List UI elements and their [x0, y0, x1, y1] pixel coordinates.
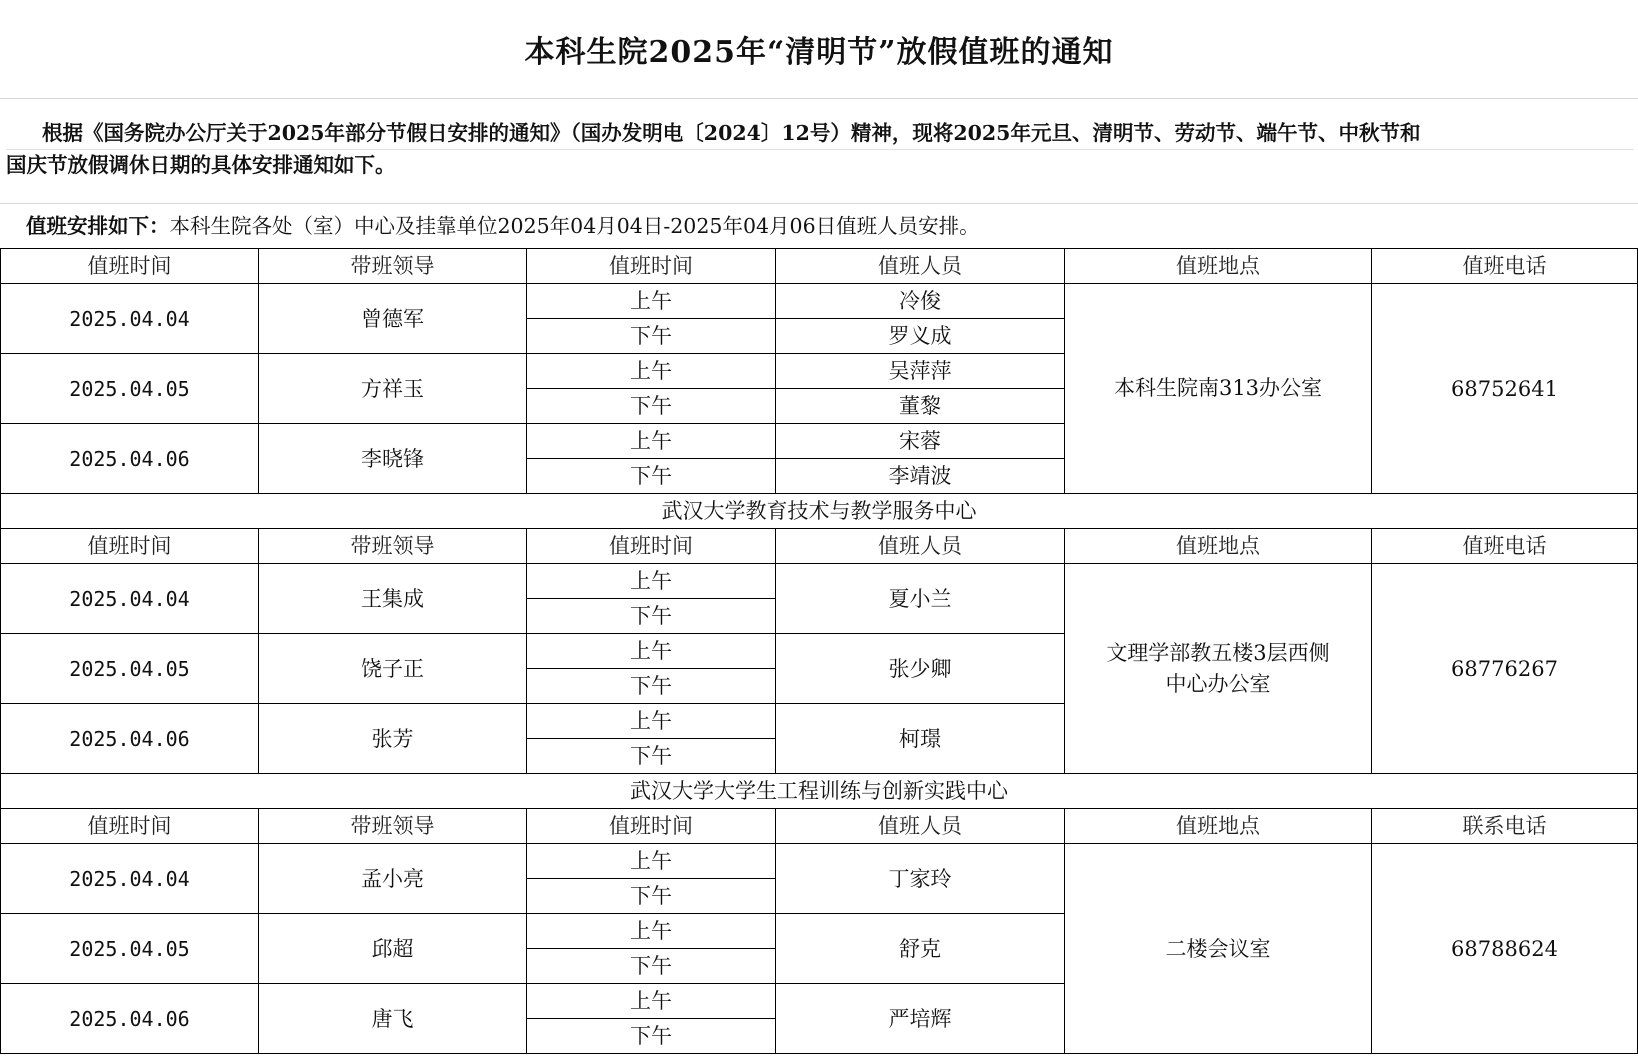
- duty-phone: 68776267: [1372, 564, 1638, 774]
- table-row: [1, 844, 1638, 879]
- duty-staff: 冷俊: [776, 284, 1065, 319]
- header-leader: 带班领导: [259, 529, 527, 564]
- location-line-2: 中心办公室: [1165, 671, 1271, 696]
- section-title: 武汉大学教育技术与教学服务中心: [1, 494, 1638, 529]
- period-am: 上午: [527, 704, 776, 739]
- header-period: 值班时间: [527, 249, 776, 284]
- duty-phone: 68752641: [1372, 284, 1638, 494]
- header-phone: 值班电话: [1372, 249, 1638, 284]
- period-am: 上午: [527, 284, 776, 319]
- location-line-1: 文理学部教五楼3层西侧: [1106, 640, 1330, 665]
- period-am: 上午: [527, 354, 776, 389]
- period-pm: 下午: [527, 599, 776, 634]
- header-date: 值班时间: [1, 249, 259, 284]
- duty-location: 二楼会议室: [1065, 844, 1372, 1054]
- period-am: 上午: [527, 564, 776, 599]
- duty-date: 2025.04.04: [1, 564, 259, 634]
- header-location: 值班地点: [1065, 249, 1372, 284]
- header-leader: 带班领导: [259, 249, 527, 284]
- duty-date: 2025.04.04: [1, 284, 259, 354]
- duty-staff: 宋蓉: [776, 424, 1065, 459]
- duty-date: 2025.04.05: [1, 634, 259, 704]
- header-date: 值班时间: [1, 529, 259, 564]
- duty-leader: 邱超: [259, 914, 527, 984]
- period-am: 上午: [527, 424, 776, 459]
- period-pm: 下午: [527, 459, 776, 494]
- period-pm: 下午: [527, 1019, 776, 1054]
- duty-staff: 严培辉: [776, 984, 1065, 1054]
- period-pm: 下午: [527, 669, 776, 704]
- duty-arrangement-intro: [26, 210, 980, 242]
- duty-intro-label: 值班安排如下：: [26, 214, 170, 238]
- period-pm: 下午: [527, 389, 776, 424]
- period-pm: 下午: [527, 949, 776, 984]
- duty-location: 本科生院南313办公室: [1065, 284, 1372, 494]
- header-leader: 带班领导: [259, 809, 527, 844]
- header-location: 值班地点: [1065, 809, 1372, 844]
- header-contact-phone: 联系电话: [1372, 809, 1638, 844]
- duty-table: [0, 248, 1638, 1054]
- intro-line-2: 国庆节放假调休日期的具体安排通知如下。: [6, 153, 396, 177]
- divider: [0, 203, 1638, 204]
- section-title-row: [1, 774, 1638, 809]
- table-row: [1, 564, 1638, 599]
- header-period: 值班时间: [527, 529, 776, 564]
- header-staff: 值班人员: [776, 529, 1065, 564]
- duty-leader: 孟小亮: [259, 844, 527, 914]
- header-period: 值班时间: [527, 809, 776, 844]
- period-am: 上午: [527, 914, 776, 949]
- table-row: [1, 284, 1638, 319]
- duty-leader: 曾德军: [259, 284, 527, 354]
- header-date: 值班时间: [1, 809, 259, 844]
- header-staff: 值班人员: [776, 809, 1065, 844]
- table-header-row: [1, 249, 1638, 284]
- period-am: 上午: [527, 984, 776, 1019]
- duty-staff: 罗义成: [776, 319, 1065, 354]
- duty-leader: 张芳: [259, 704, 527, 774]
- duty-date: 2025.04.06: [1, 704, 259, 774]
- header-staff: 值班人员: [776, 249, 1065, 284]
- duty-staff: 夏小兰: [776, 564, 1065, 634]
- period-pm: 下午: [527, 739, 776, 774]
- duty-staff: 张少卿: [776, 634, 1065, 704]
- duty-leader: 王集成: [259, 564, 527, 634]
- period-am: 上午: [527, 634, 776, 669]
- duty-location: [1065, 564, 1372, 774]
- duty-phone: 68788624: [1372, 844, 1638, 1054]
- period-am: 上午: [527, 844, 776, 879]
- intro-text-1: 根据《国务院办公厅关于2025年部分节假日安排的通知》（国办发明电〔2024〕12号）精神，现将2025年元旦、清明节、劳动节、端午节、中秋节和: [42, 121, 1421, 145]
- duty-staff: 吴萍萍: [776, 354, 1065, 389]
- duty-date: 2025.04.06: [1, 424, 259, 494]
- duty-staff: 舒克: [776, 914, 1065, 984]
- section-title-row: [1, 494, 1638, 529]
- header-phone: 值班电话: [1372, 529, 1638, 564]
- period-pm: 下午: [527, 319, 776, 354]
- duty-date: 2025.04.04: [1, 844, 259, 914]
- duty-leader: 饶子正: [259, 634, 527, 704]
- period-pm: 下午: [527, 879, 776, 914]
- intro-paragraph: [0, 118, 1638, 181]
- duty-intro-text: 本科生院各处（室）中心及挂靠单位2025年04月04日-2025年04月06日值班人员安排。: [169, 214, 980, 238]
- duty-date: 2025.04.05: [1, 354, 259, 424]
- page-title: 本科生院2025年“清明节”放假值班的通知: [0, 0, 1638, 99]
- duty-leader: 唐飞: [259, 984, 527, 1054]
- duty-date: 2025.04.06: [1, 984, 259, 1054]
- table-header-row: [1, 809, 1638, 844]
- header-location: 值班地点: [1065, 529, 1372, 564]
- duty-staff: 柯璟: [776, 704, 1065, 774]
- section-title: 武汉大学大学生工程训练与创新实践中心: [1, 774, 1638, 809]
- duty-leader: 方祥玉: [259, 354, 527, 424]
- intro-line-1: [6, 118, 1634, 150]
- duty-staff: 李靖波: [776, 459, 1065, 494]
- duty-leader: 李晓锋: [259, 424, 527, 494]
- table-header-row: [1, 529, 1638, 564]
- duty-staff: 丁家玲: [776, 844, 1065, 914]
- duty-date: 2025.04.05: [1, 914, 259, 984]
- duty-staff: 董黎: [776, 389, 1065, 424]
